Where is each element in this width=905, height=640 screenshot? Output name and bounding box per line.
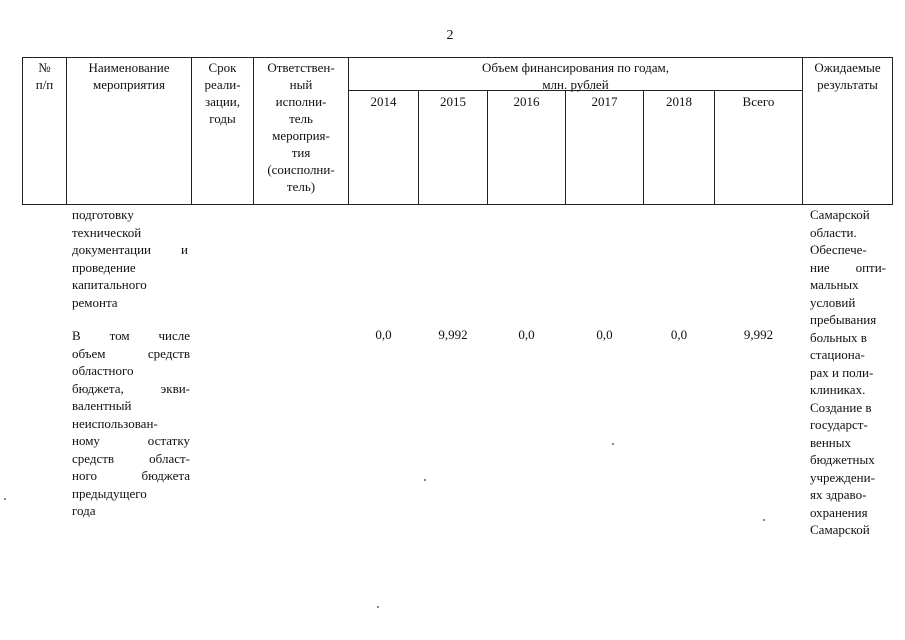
text-line: Обеспече- <box>810 242 867 257</box>
text-line: бюджета, экви- <box>72 380 190 396</box>
text-line: стациона- <box>810 347 865 362</box>
header-bottom-border <box>22 204 893 205</box>
value-2014: 0,0 <box>375 327 392 342</box>
col-divider <box>892 57 893 205</box>
value-2017: 0,0 <box>596 327 613 342</box>
text-line: государст- <box>810 417 868 432</box>
header-term: Срок реали- зации, годы <box>204 60 241 126</box>
text-line: средств област- <box>72 450 190 466</box>
header-financing: Объем финансирования по годам, млн. рублей <box>481 60 670 92</box>
scan-speck <box>612 443 614 445</box>
value-2015: 9,992 <box>438 327 468 342</box>
activity-name-part1 <box>72 206 192 311</box>
text-line: ях здраво- <box>810 487 867 502</box>
text-line: В том числе <box>72 328 190 343</box>
value-2016: 0,0 <box>518 327 535 342</box>
text-line: учреждени- <box>810 469 875 485</box>
text-line: Самарской <box>810 207 870 222</box>
text-line: пребывания <box>810 312 877 327</box>
text-line: охранения <box>810 504 868 520</box>
text-line: ному остатку <box>72 433 190 448</box>
header-top-border <box>22 57 893 58</box>
text-line: объем средств <box>72 345 190 361</box>
text-line: венных <box>810 434 851 450</box>
text-line: ремонта <box>72 294 118 310</box>
text-line: Самарской <box>810 522 870 537</box>
header-total: Всего <box>742 94 775 109</box>
text-line: неиспользован- <box>72 415 158 431</box>
text-line: области. <box>810 224 857 240</box>
header-year-2017: 2017 <box>591 94 618 109</box>
text-line: валентный <box>72 398 132 413</box>
header-results: Ожидаемые результаты <box>814 60 881 92</box>
text-line: ние опти- <box>810 259 886 275</box>
header-number: № п/п <box>35 60 54 92</box>
header-name: Наименование мероприятия <box>88 60 170 92</box>
text-line: клиниках. <box>810 382 866 397</box>
text-line: областного <box>72 363 134 378</box>
header-year-2018: 2018 <box>666 94 692 109</box>
scan-speck <box>377 606 379 608</box>
page-number: 2 <box>446 28 454 43</box>
text-line: капитального <box>72 277 147 292</box>
value-total: 9,992 <box>743 327 774 342</box>
value-2018: 0,0 <box>670 327 688 342</box>
text-line: подготовку <box>72 207 134 222</box>
text-line: года <box>72 503 96 518</box>
text-line: проведение <box>72 259 136 275</box>
text-line: условий <box>810 294 856 310</box>
header-responsible: Ответствен- ный исполни- тель мероприя- тия (соисполни- тель) <box>267 60 335 194</box>
text-line: бюджетных <box>810 452 875 467</box>
expected-results <box>810 206 890 539</box>
text-line: больных в <box>810 329 867 345</box>
header-year-2016: 2016 <box>513 94 540 109</box>
text-line: технической <box>72 224 142 240</box>
scan-speck <box>4 498 6 500</box>
text-line: документации и <box>72 242 188 257</box>
text-line: предыдущего <box>72 485 147 501</box>
activity-name-part2 <box>72 327 190 520</box>
header-year-2014: 2014 <box>370 94 397 109</box>
text-line: Создание в <box>810 399 872 415</box>
text-line: мальных <box>810 277 859 292</box>
header-year-2015: 2015 <box>440 94 466 109</box>
text-line: рах и поли- <box>810 364 874 380</box>
scan-speck <box>424 479 426 481</box>
text-line: ного бюджета <box>72 468 190 483</box>
scan-speck <box>763 519 765 521</box>
